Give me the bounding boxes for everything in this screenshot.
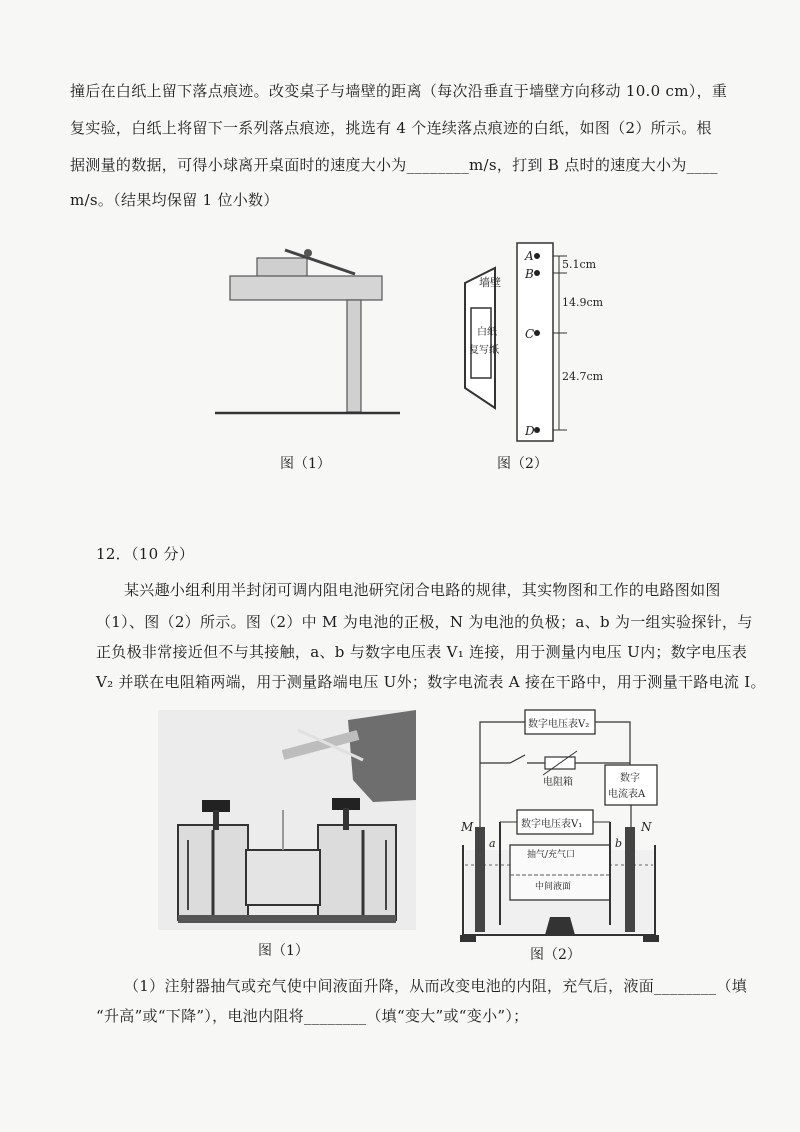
q11-figure-1 [205,240,405,425]
n-label: N [641,820,652,834]
point-c [534,330,540,336]
q12-fig2-caption: 图（2） [530,947,581,963]
a-label: a [489,837,496,850]
point-d [534,427,540,433]
b-label: b [615,837,623,850]
q12-figure-2-circuit [455,705,665,945]
paper [471,308,491,378]
voltmeter-v2-label: 数字电压表V₂ [528,719,590,730]
point-b-label: B [525,267,534,281]
q12-paragraph-line-4: V₂ 并联在电阻箱两端，用于测量路端电压 U外；数字电流表 A 接在干路中，用于测量干路电流 I。 [96,673,766,691]
q12-paragraph-line-1: 某兴趣小组利用半封闭可调内阻电池研究闭合电路的规律，其实物图和工作的电路图如图 [124,581,721,599]
liquid-label: 中间液面 [535,882,572,892]
table-leg [347,300,361,412]
dist-bc-label: 14.9cm [562,296,604,309]
point-a-label: A [525,249,534,263]
q11-line-4: m/s。（结果均保留 1 位小数） [70,191,279,209]
q12-figure-1-photo [158,710,416,930]
wall-label: 墙壁 [479,276,501,289]
paper-label-2: 复写纸 [469,345,499,356]
base-block [545,917,575,935]
switch [510,755,525,763]
dist-ab-label: 5.1cm [562,258,597,271]
paper-label-1: 白纸 [477,327,497,338]
q11-line-3: 据测量的数据，可得小球离开桌面时的速度大小为________m/s，打到 B 点时的速度大小为____ [70,156,718,174]
q11-line-1: 撞后在白纸上留下落点痕迹。改变桌子与墙壁的距离（每次沿垂直于墙壁方向移动 10.0 cm），重 [70,82,728,100]
point-c-label: C [525,327,535,341]
q12-paragraph-line-3: 正负极非常接近但不与其接触，a、b 与数字电压表 V₁ 连接，用于测量内电压 U内；数字电压表 [96,643,748,661]
point-a [534,253,540,259]
ball [304,249,312,257]
point-b [534,270,540,276]
m-label: M [461,820,474,834]
q11-line-2: 复实验，白纸上将留下一系列落点痕迹，挑选有 4 个连续落点痕迹的白纸，如图（2）所示。根 [70,119,712,137]
resistor-label: 电阻箱 [543,777,573,788]
electrode-m [475,827,485,932]
q12-paragraph-line-2: （1）、图（2）所示。图（2）中 M 为电池的正极，N 为电池的负极；a、b 为一组实验探针，与 [96,613,753,631]
q11-fig2-caption: 图（2） [497,456,548,472]
q12-heading: 12．（10 分） [96,545,195,563]
table-top [230,276,382,300]
q12-fig1-caption: 图（1） [258,943,309,959]
q12-sub1-line-1: （1）注射器抽气或充气使中间液面升降，从而改变电池的内阻，充气后，液面________（填 [124,977,748,995]
right-tank [318,825,396,920]
q11-figure-2 [455,238,615,448]
dist-cd-label: 24.7cm [562,370,604,383]
ammeter-label-2: 电流表A [608,789,646,800]
q12-sub1-line-2: “升高”或“下降”），电池内阻将________（填“变大”或“变小”）； [96,1007,529,1025]
q11-fig1-caption: 图（1） [280,456,331,472]
electrode-n [625,827,635,932]
block-on-table [257,258,307,278]
voltmeter-v1-label: 数字电压表V₁ [521,819,583,830]
point-d-label: D [525,424,535,438]
middle-tank [246,850,320,905]
pump-label: 抽气/充气口 [527,850,576,860]
ammeter-label-1: 数字 [620,773,640,784]
